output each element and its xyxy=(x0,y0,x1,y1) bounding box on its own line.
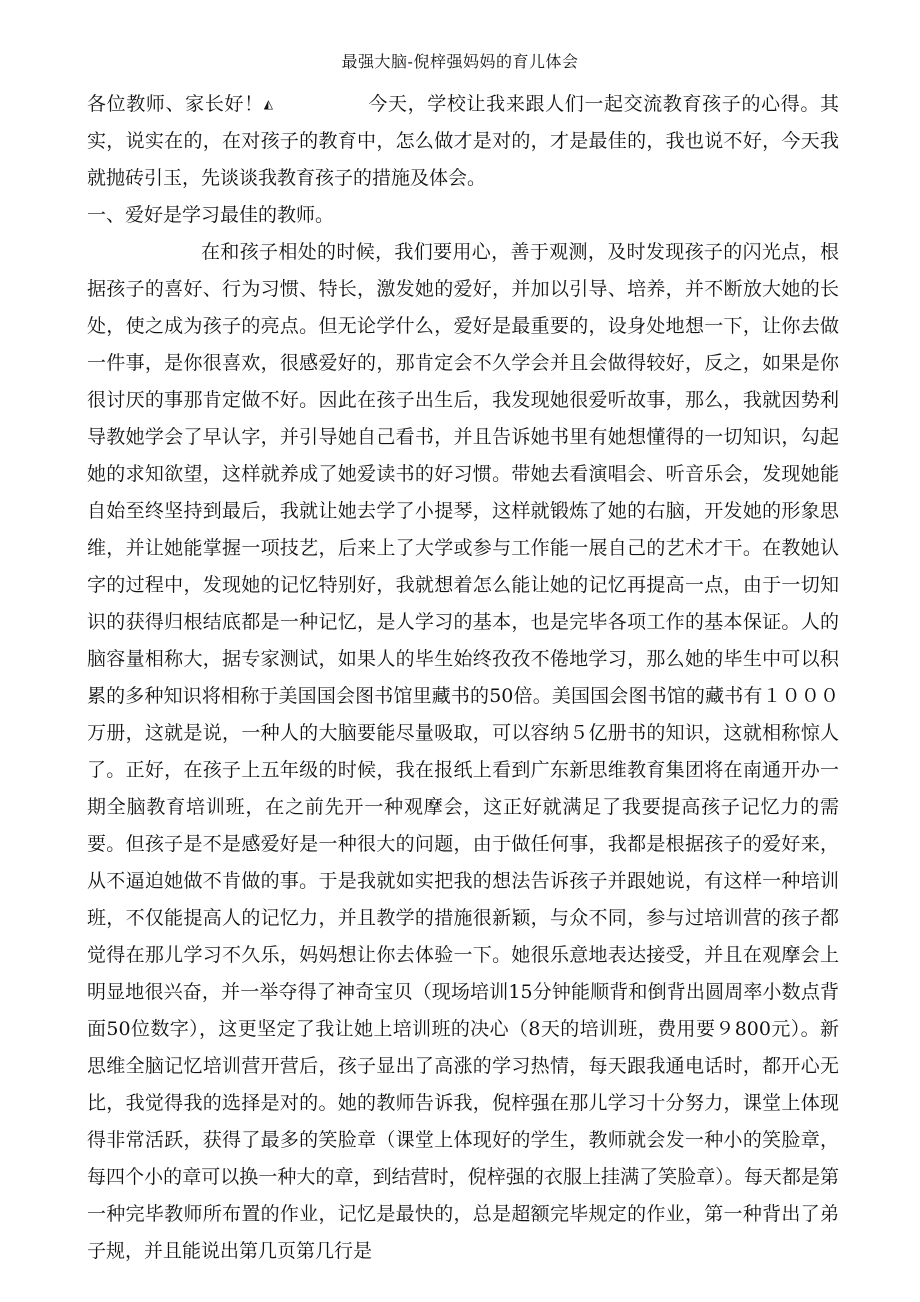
body-paragraph: 在和孩子相处的时候，我们要用心，善于观测，及时发现孩子的闪光点，根据孩子的喜好、行为习惯、特长，激发她的爱好，并加以引导、培养，并不断放大她的长处，使之成为孩子的亮点。但无论学什么，爱好是最重要的，设身处地想一下，让你去做一件事，是你很喜欢，很感爱好的，那肯定会不久学会并且会做得较好，反之，如果是你很讨厌的事那肯定做不好。因此在孩子出生后，我发现她很爱听故事，那么，我就因势利导教她学会了早认字，并引导她自己看书，并且告诉她书里有她想懂得的一切知识，勾起她的求知欲望，这样就养成了她爱读书的好习惯。带她去看演唱会、听音乐会，发现她能自始至终坚持到最后，我就让她去学了小提琴，这样就锻炼了她的右脑，开发她的形象思维，并让她能掌握一项技艺，后来上了大学或参与工作能一展自己的艺术才干。在教她认字的过程中，发现她的记忆特别好，我就想着怎么能让她的记忆再提高一点，由于一切知识的获得归根结底都是一种记忆，是人学习的基本，也是完毕各项工作的基本保证。人的脑容量相称大，据专家测试，如果人的毕生始终孜孜不倦地学习，那么她的毕生中可以积累的多种知识将相称于美国国会图书馆里藏书的50倍。美国国会图书馆的藏书有１０００万册，这就是说，一种人的大脑要能尽量吸取，可以容纳５亿册书的知识，这就相称惊人了。正好，在孩子上五年级的时候，我在报纸上看到广东新思维教育集团将在南通开办一期全脑教育培训班，在之前先开一种观摩会，这正好就满足了我要提高孩子记忆力的需要。但孩子是不是感爱好是一种很大的问题，由于做任何事，我都是根据孩子的爱好来，从不逼迫她做不肯做的事。于是我就如实把我的想法告诉孩子并跟她说，有这样一种培训班，不仅能提高人的记忆力，并且教学的措施很新颖，与众不同，参与过培训营的孩子都觉得在那儿学习不久乐，妈妈想让你去体验一下。她很乐意地表达接受，并且在观摩会上明显地很兴奋，并一举夺得了神奇宝贝（现场培训15分钟能顺背和倒背出圆周率小数点背面50位数字），这更坚定了我让她上培训班的决心（8天的培训班，费用要９800元）。新思维全脑记忆培训营开营后，孩子显出了高涨的学习热情，每天跟我通电话时，都开心无比，我觉得我的选择是对的。她的教师告诉我，倪梓强在那儿学习十分努力，课堂上体现得非常活跃，获得了最多的笑脸章（课堂上体现好的学生，教师就会发一种小的笑脸章，每四个小的章可以换一种大的章，到结营时，倪梓强的衣服上挂满了笑脸章）。每天都是第一种完毕教师所布置的作业，记忆是最快的，总是超额完毕规定的作业，第一种背出了弟子规，并且能说出第几页第几行是 xyxy=(87,241,839,1262)
intro-text: 今天，学校让我来跟人们一起交流教育孩子的心得。其实，说实在的，在对孩子的教育中，怎么做才是对的，才是最佳的，我也说不好，今天我就抛砖引玉，先谈谈我教育孩子的措施及体会。 xyxy=(87,93,839,189)
greeting: 各位教师、家长好！ xyxy=(87,93,264,115)
section-heading: 一、爱好是学习最佳的教师。 xyxy=(87,204,335,226)
document-body xyxy=(87,86,839,1270)
greeting-mark-icon: ◭ xyxy=(263,97,273,111)
intro-paragraph xyxy=(87,86,839,197)
document-title: 最强大脑-倪梓强妈妈的育儿体会 xyxy=(341,52,579,71)
